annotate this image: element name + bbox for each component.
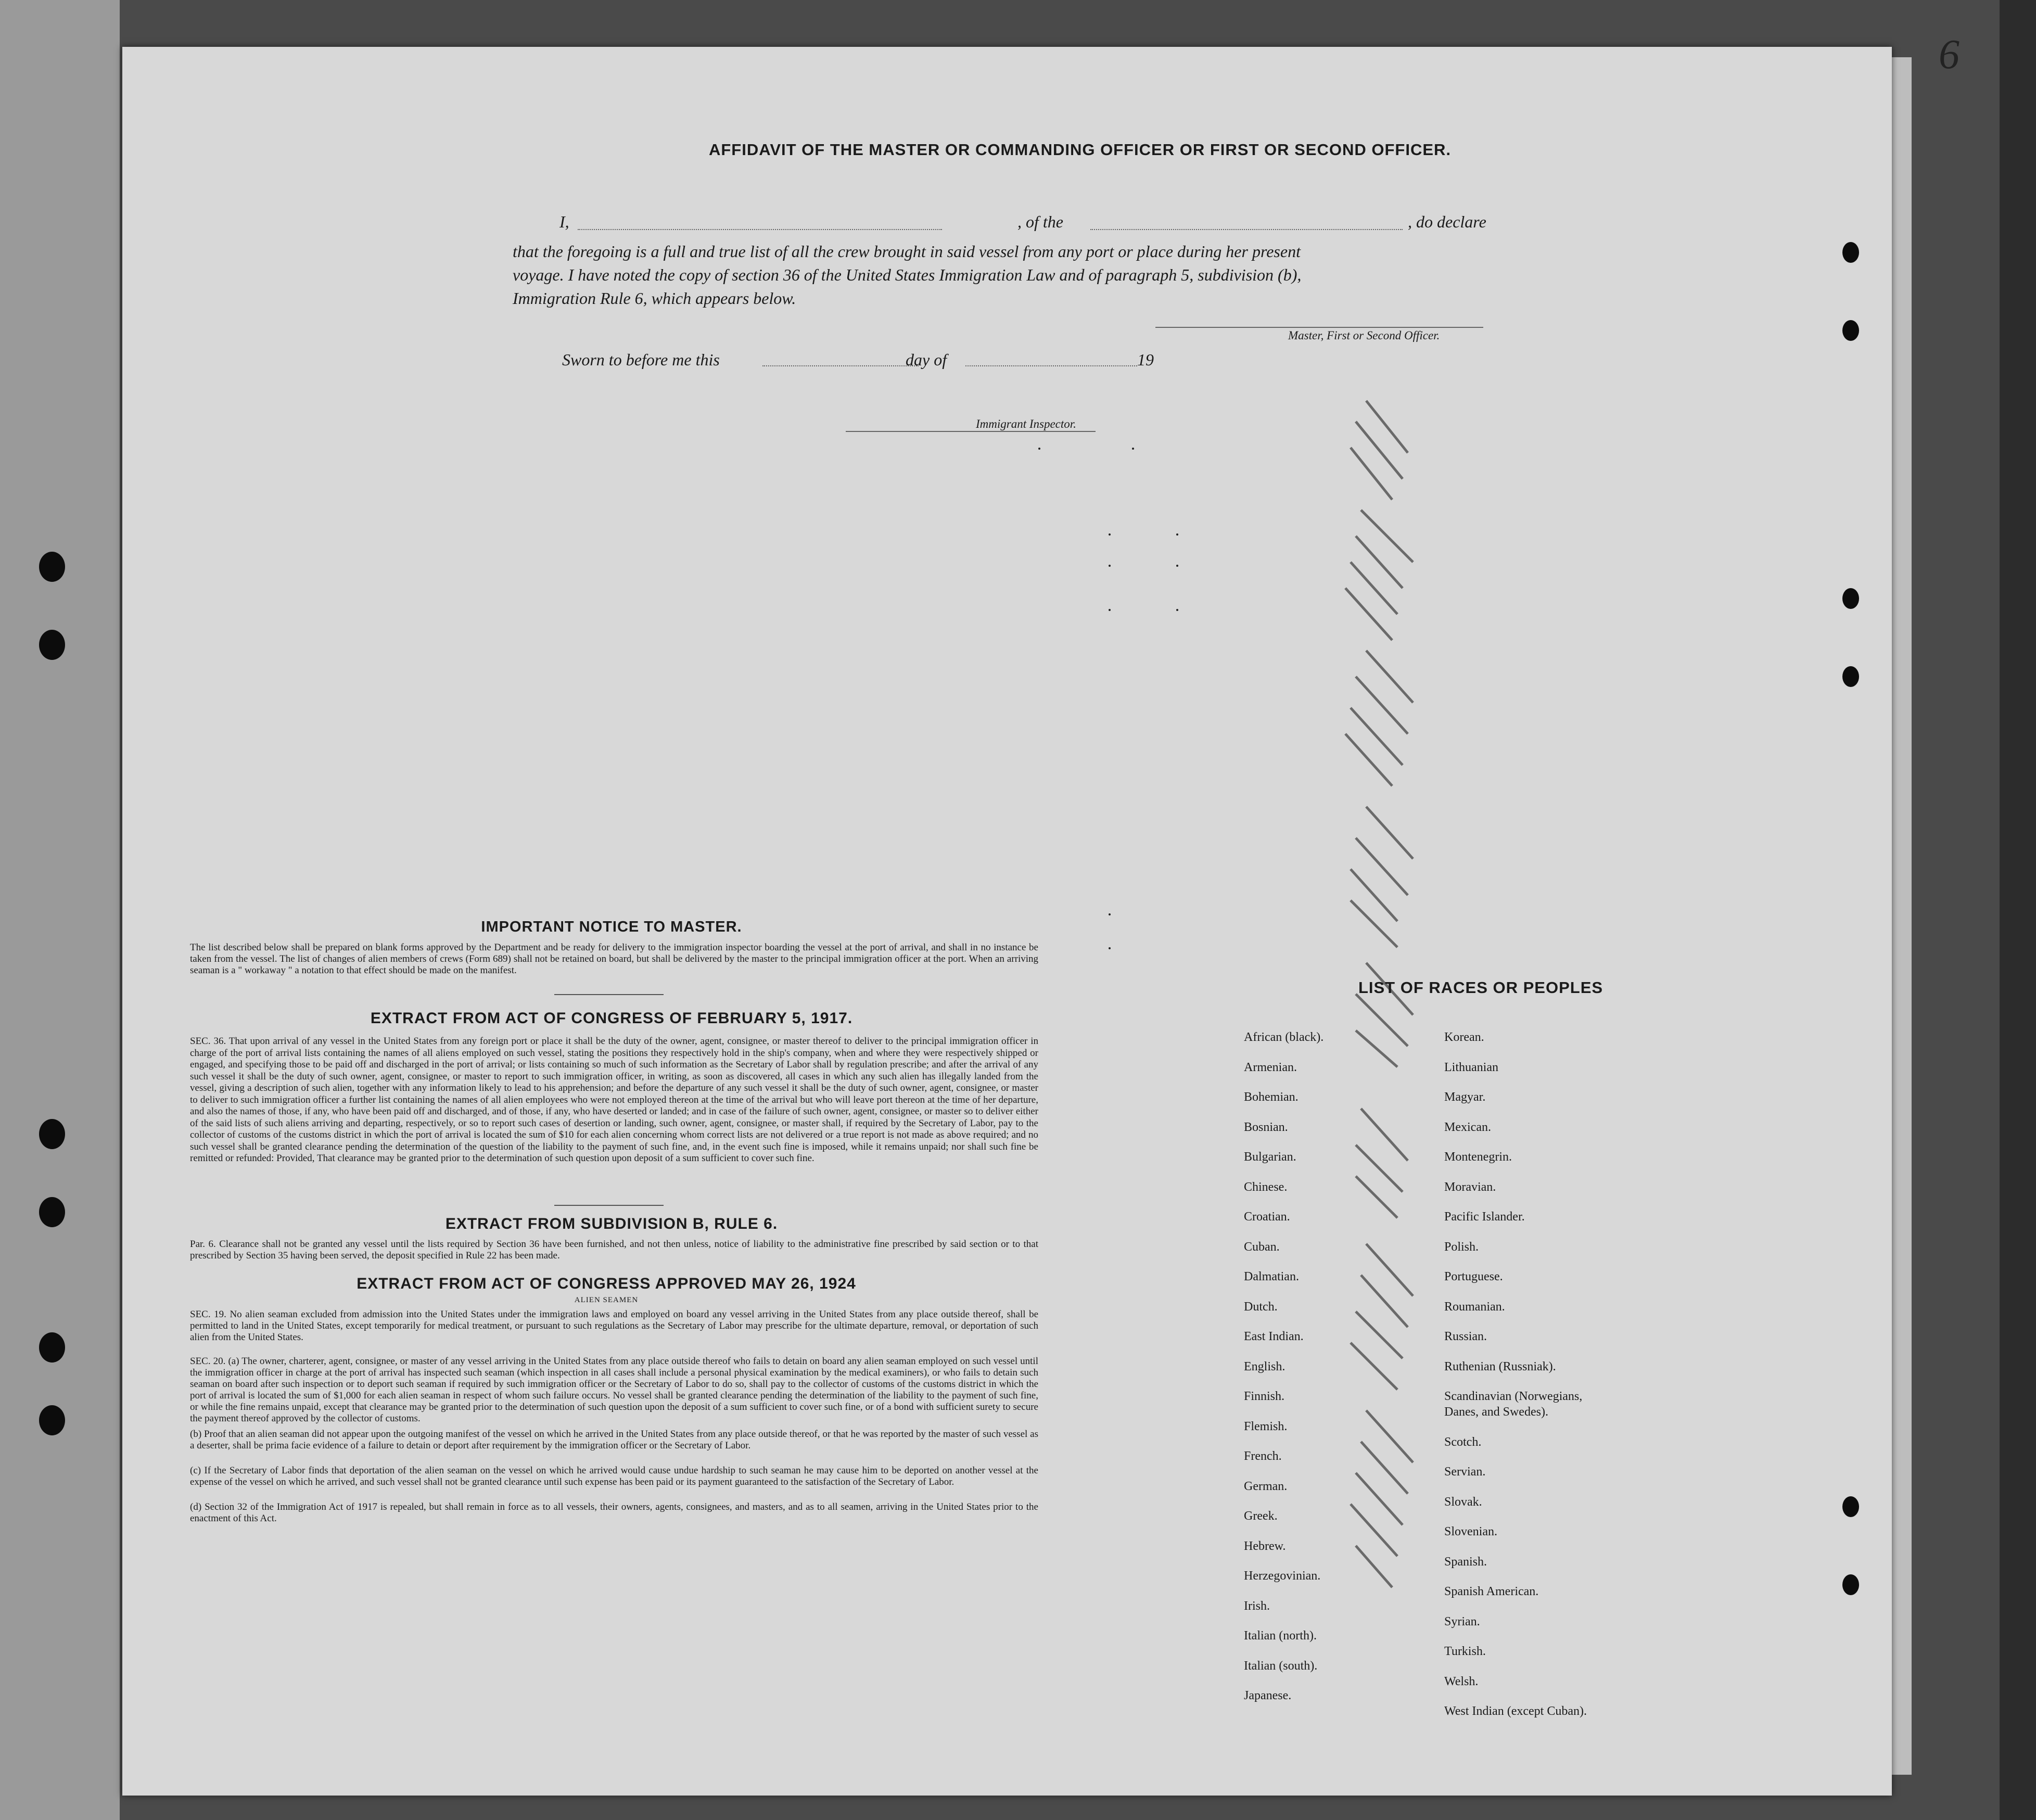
race-item: French. [1244,1449,1282,1463]
extract-1924-sec20d: (d) Section 32 of the Immigration Act of 1917 is repealed, but shall remain in force as to all vessels, their owners, agents, consignees, and masters, and as to all seamen, arriving in the United States prior to the enactment of this Act. [190,1501,1038,1524]
affidavit-body-line1: that the foregoing is a full and true list of all the crew brought in said vessel from any port or place during her present [513,242,1301,261]
affidavit-i-label: I, [559,212,569,231]
race-item: Cuban. [1244,1240,1280,1254]
race-item: Russian. [1444,1330,1487,1343]
race-item: Slovenian. [1444,1525,1497,1538]
dot-mark [1176,609,1178,611]
race-item: Turkish. [1444,1645,1486,1658]
scan-edge-right [2000,0,2036,1820]
extract-1917-title: EXTRACT FROM ACT OF CONGRESS OF FEBRUARY 5, 1917. [370,1010,853,1027]
affidavit-do-declare: , do declare [1408,212,1486,231]
race-item: Herzegovinian. [1244,1569,1321,1583]
punch-hole [1842,242,1859,263]
master-signature-line [1155,327,1483,328]
dot-mark [1109,947,1111,949]
race-item: Bosnian. [1244,1120,1288,1134]
race-item: Slovak. [1444,1495,1482,1509]
race-item: West Indian (except Cuban). [1444,1704,1587,1718]
extract-1917-text: SEC. 36. That upon arrival of any vessel in the United States from any foreign port or place it shall be the duty of the owner, agent, consignee, or master thereof to deliver to the principal immigration officer in charge of the port of arrival lists containing the names of all aliens employed on such vessel, stating the positions they respectively hold in the ship's company, when and where they were respectively shipped or engaged, and specifying those to be paid off and discharged in the port of arrival; or lists containing so much of such information as the Secretary of Labor shall by regulation prescribe; and after the arrival of any such vessel it shall be the duty of such owner, agent, consignee, or master to report to such immigration officer, in writing, as soon as discovered, all cases in which any such alien has illegally landed from the vessel, giving a description of such alien, together with any information likely to lead to his apprehension; and before the departure of any such vessel it shall be the duty of such owner, agent, consignee, or master to deliver to such immigration officer a further list containing the names of all alien employees who were not employed thereon at the time of the arrival but who will leave port thereon at the time of her departure, and also the names of those, if any, who have been paid off and discharged, and of those, if any, who have deserted or landed; and in case of the failure of such owner, agent, consignee, or master so to deliver either of the said lists of such aliens arriving and departing, respectively, or so to report such cases of desertion or landing, such owner, agent, consignee, or master shall, if required by the Secretary of Labor, pay to the collector of customs of the customs district in which the port of arrival is located the sum of $10 for each alien concerning whom correct lists are not delivered or a true report is not made as above required; and no such vessel shall be granted clearance pending the determination of the question of the liability to the payment of such fine, and, in the event such fine is imposed, while it remains unpaid; nor shall such fine be remitted or refunded: Provided, That clearance may be granted prior to the determination of such question upon deposit of a sum sufficient to cover such fine. [190,1036,1038,1164]
punch-hole [1842,320,1859,341]
race-item: Bulgarian. [1244,1150,1296,1164]
day-of-text: day of [906,350,947,369]
race-item: Servian. [1444,1465,1486,1479]
race-item: Korean. [1444,1030,1484,1044]
signature-bleed-through [851,1582,1163,1624]
race-item: Roumanian. [1444,1300,1505,1314]
race-item: Spanish. [1444,1555,1487,1569]
race-item: Irish. [1244,1599,1270,1613]
race-item: Portuguese. [1444,1270,1503,1283]
affidavit-body-line2: voyage. I have noted the copy of section 36 of the United States Immigration Law and of paragraph 5, subdivision (b), [513,265,1302,284]
races-title: LIST OF RACES OR PEOPLES [1358,978,1604,997]
notice-text: The list described below shall be prepared on blank forms approved by the Department and be ready for delivery to the immigration inspector boarding the vessel at the port of arrival, and shall in no instance be taken from the vessel. The list of changes of alien members of crews (Form 689) shall not be retained on board, but shall be delivered by the master to the principal immigration officer at the port. When an arriving seaman is a " workaway " a notation to that effect should be made on the manifest. [190,942,1038,976]
punch-hole [1842,1496,1859,1517]
binder-hole [39,552,65,582]
extract-rule6-text: Par. 6. Clearance shall not be granted any vessel until the lists required by Section 36 have been furnished, and not then unless, notice of liability to the administrative fine prescribed by said section or to that prescribed by Section 35 having been served, the deposit specified in Rule 22 has been made. [190,1239,1038,1261]
divider [554,1205,664,1206]
binder-hole [39,1332,65,1363]
master-label: Master, First or Second Officer. [1288,329,1440,342]
dot-mark [1109,609,1111,611]
extract-1924-sec20b: (b) Proof that an alien seaman did not appear upon the outgoing manifest of the vessel on which he arrived in the United States from any place outside thereof, or that he was reported by the master of such vessel as a deserter, shall be prima facie evidence of a failure to detain or deport after requirement by the immigration officer or the Secretary of Labor. [190,1429,1038,1451]
race-item: English. [1244,1359,1286,1373]
year-text: 19 [1137,350,1154,369]
race-item: Dalmatian. [1244,1270,1299,1283]
race-item: Flemish. [1244,1419,1288,1433]
race-item: Chinese. [1244,1180,1288,1194]
race-item: Italian (south). [1244,1659,1318,1673]
dot-mark [1176,533,1178,536]
binder-hole [39,630,65,660]
race-item: Montenegrin. [1444,1150,1512,1164]
extract-rule6-title: EXTRACT FROM SUBDIVISION B, RULE 6. [445,1215,778,1232]
affidavit-title: AFFIDAVIT OF THE MASTER OR COMMANDING OFFICER OR FIRST OR SECOND OFFICER. [708,141,1452,159]
notice-title: IMPORTANT NOTICE TO MASTER. [481,919,742,935]
race-item: African (black). [1244,1030,1324,1044]
race-item: Finnish. [1244,1390,1285,1403]
binder-hole [39,1197,65,1227]
dot-mark [1176,565,1178,567]
dot-mark [1038,448,1040,450]
dot-mark [1109,913,1111,915]
extract-1924-title: EXTRACT FROM ACT OF CONGRESS APPROVED MAY 26, 1924 [357,1275,856,1292]
inspector-label: Immigrant Inspector. [976,417,1076,430]
manifest-page [122,32,1959,1796]
punch-hole [1842,666,1859,687]
page-number: 6 [1939,32,1959,78]
sworn-month-blank [965,365,1137,366]
race-item: Japanese. [1244,1689,1292,1702]
affidavit-of-the: , of the [1017,212,1063,231]
vessel-blank [1090,229,1403,230]
race-item: German. [1244,1479,1288,1493]
race-item: Lithuanian [1444,1060,1498,1074]
race-item: Croatian. [1244,1210,1290,1224]
race-item: Pacific Islander. [1444,1210,1525,1224]
dot-mark [1109,533,1111,536]
race-item: Bohemian. [1244,1090,1299,1104]
bleed-through-text: ⠀ [195,444,208,464]
name-blank [578,229,942,230]
race-item: Scotch. [1444,1435,1482,1449]
pencil-tally-marks [1335,380,1439,1639]
race-item: Danes, and Swedes). [1444,1405,1548,1419]
affidavit-body-line3: Immigration Rule 6, which appears below. [513,289,796,308]
race-item: Scandinavian (Norwegians, [1444,1390,1583,1403]
race-item: Ruthenian (Russniak). [1444,1359,1556,1373]
race-item: Magyar. [1444,1090,1486,1104]
race-item: Welsh. [1444,1674,1479,1688]
inspector-signature-line [846,431,1096,432]
race-item: Polish. [1444,1240,1479,1254]
race-item: Mexican. [1444,1120,1491,1134]
race-item: Syrian. [1444,1614,1480,1628]
race-item: Armenian. [1244,1060,1297,1074]
punch-hole [1842,588,1859,609]
extract-1924-sec19: SEC. 19. No alien seaman excluded from admission into the United States under the immigration laws and employed on board any vessel arriving in the United States from any place outside thereof, shall be permitted to land in the United States, except temporarily for medical treatment, or pursuant to such regulations as the Secretary of Labor may prescribe for the ultimate departure, removal, or deportation of such alien from the United States. [190,1309,1038,1343]
dot-mark [1132,448,1134,450]
binder-hole [39,1405,65,1435]
binder-hole [39,1119,65,1149]
race-item: East Indian. [1244,1330,1304,1343]
extract-1924-subtitle: ALIEN SEAMEN [574,1296,639,1304]
race-item: Dutch. [1244,1300,1278,1314]
race-item: Moravian. [1444,1180,1496,1194]
binder-edge-left [0,0,120,1820]
sworn-text: Sworn to before me this [562,350,720,369]
divider [554,994,664,995]
dot-mark [1109,565,1111,567]
punch-hole [1842,1574,1859,1595]
race-item: Italian (north). [1244,1629,1317,1643]
extract-1924-sec20a: SEC. 20. (a) The owner, charterer, agent, consignee, or master of any vessel arriving in the United States from any place outside thereof who fails to detain on board any alien seaman employed on such vessel until the immigration officer in charge at the port of arrival has inspected such seaman (which inspection in all cases shall include a personal physical examination by the medical examiners), or who fails to detain such seaman on board after such inspection or to deport such seaman if required by such immigration officer or the Secretary of Labor to do so, shall pay to the collector of customs of the customs district in which the port of arrival is located the sum of $1,000 for each alien seaman in respect of whom such failure occurs. No vessel shall be granted clearance pending the determination of the liability to the payment of such fine, or while the fine remains unpaid, except that clearance may be granted prior to the determination of such question upon the deposit of a sum sufficient to cover such fine, or of a bond with sufficient surety to secure the payment thereof approved by the collector of customs. [190,1356,1038,1424]
race-item: Greek. [1244,1509,1278,1523]
sworn-day-blank [762,365,919,366]
race-item: Hebrew. [1244,1539,1286,1553]
extract-1924-sec20c: (c) If the Secretary of Labor finds that deportation of the alien seaman on the vessel on which he arrived would cause undue hardship to such seaman he may cause him to be deported on another vessel at the expense of the vessel on which he arrived, and such vessel shall not be granted clearance until such expense has been paid or its payment guaranteed to the satisfaction of the Secretary of Labor. [190,1465,1038,1487]
race-item: Spanish American. [1444,1585,1539,1598]
